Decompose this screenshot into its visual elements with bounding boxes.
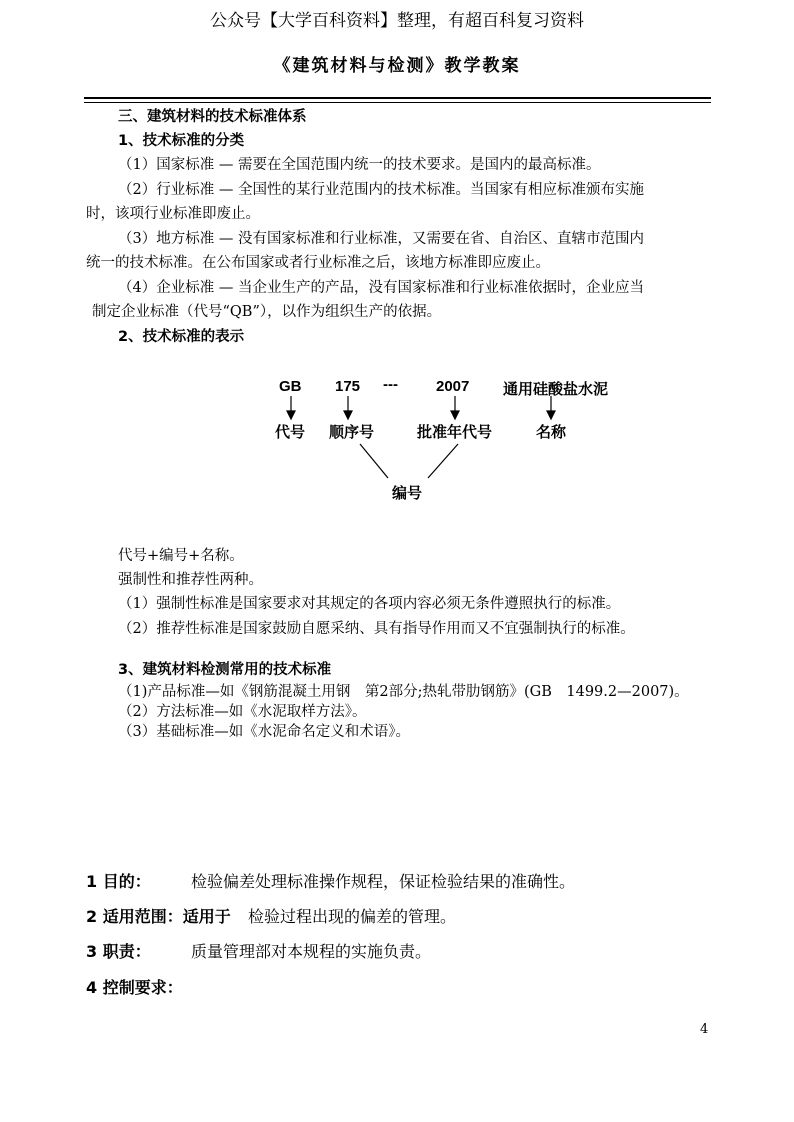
code-name: 通用硅酸盐水泥 [503, 381, 609, 398]
paragraph: （1）强制性标准是国家要求对其规定的各项内容必须无条件遵照执行的标准。 [118, 596, 621, 612]
paragraph: （1)产品标准—如《钢筋混凝土用钢 第2部分;热轧带肋钢筋》(GB 1499.2—2007)。 [118, 684, 689, 700]
page-number: 4 [700, 1022, 709, 1037]
code-year: 2007 [436, 378, 470, 395]
item-text: 质量管理部对本规程的实施负责。 [191, 942, 432, 961]
label-name: 名称 [536, 424, 567, 441]
item-label: 3 职责： [86, 942, 151, 961]
paragraph: （4）企业标准 — 当企业生产的产品，没有国家标准和行业标准依据时，企业应当 [118, 280, 644, 296]
diagram-arrows [0, 0, 794, 520]
paragraph: 时，该项行业标准即废止。 [86, 206, 260, 222]
arrowhead-icon [287, 411, 295, 419]
arrowhead-icon [344, 411, 352, 419]
subheading: 2、技术标准的表示 [118, 329, 245, 345]
paragraph: （2）推荐性标准是国家鼓励自愿采纳、具有指导作用而又不宜强制执行的标准。 [118, 621, 635, 637]
paragraph: （3）地方标准 — 没有国家标准和行业标准，又需要在省、自治区、直辖市范围内 [118, 231, 644, 247]
item-label: 1 目的： [86, 872, 151, 891]
arrowhead-icon [547, 411, 555, 419]
label-code: 代号 [275, 424, 306, 441]
paragraph: 统一的技术标准。在公布国家或者行业标准之后，该地方标准即应废止。 [86, 255, 550, 271]
paragraph: 代号+编号+名称。 [118, 548, 244, 564]
label-year: 批准年代号 [417, 424, 493, 441]
paragraph: 强制性和推荐性两种。 [118, 572, 263, 588]
paragraph: （2）行业标准 — 全国性的某行业范围内的技术标准。当国家有相应标准颁布实施 [118, 182, 644, 198]
item-text: 检验过程出现的偏差的管理。 [248, 907, 457, 926]
page-title: 《建筑材料与检测》教学教案 [273, 56, 521, 76]
paragraph: （1）国家标准 — 需要在全国范围内统一的技术要求。是国内的最高标准。 [118, 157, 601, 173]
subheading: 3、建筑材料检测常用的技术标准 [118, 662, 332, 678]
section-heading: 三、建筑材料的技术标准体系 [118, 109, 307, 125]
code-dash: --- [383, 376, 398, 393]
paragraph: 制定企业标准（代号“QB”），以作为组织生产的依据。 [92, 304, 442, 320]
label-number: 编号 [392, 485, 423, 502]
label-sequence: 顺序号 [329, 424, 375, 441]
code-gb: GB [279, 378, 302, 395]
watermark-header: 公众号【大学百科资料】整理，有超百科复习资料 [210, 11, 584, 31]
connector-line [428, 444, 458, 478]
item-label: 2 适用范围：适用于 [86, 907, 231, 926]
arrowhead-icon [451, 411, 459, 419]
item-text: 检验偏差处理标准操作规程，保证检验结果的准确性。 [191, 872, 576, 891]
subheading: 1、技术标准的分类 [118, 133, 245, 149]
paragraph: （2）方法标准—如《水泥取样方法》。 [118, 704, 367, 720]
item-label: 4 控制要求： [86, 978, 183, 997]
connector-line [360, 444, 388, 478]
paragraph: （3）基础标准—如《水泥命名定义和术语》。 [118, 724, 410, 740]
code-number: 175 [335, 378, 361, 395]
